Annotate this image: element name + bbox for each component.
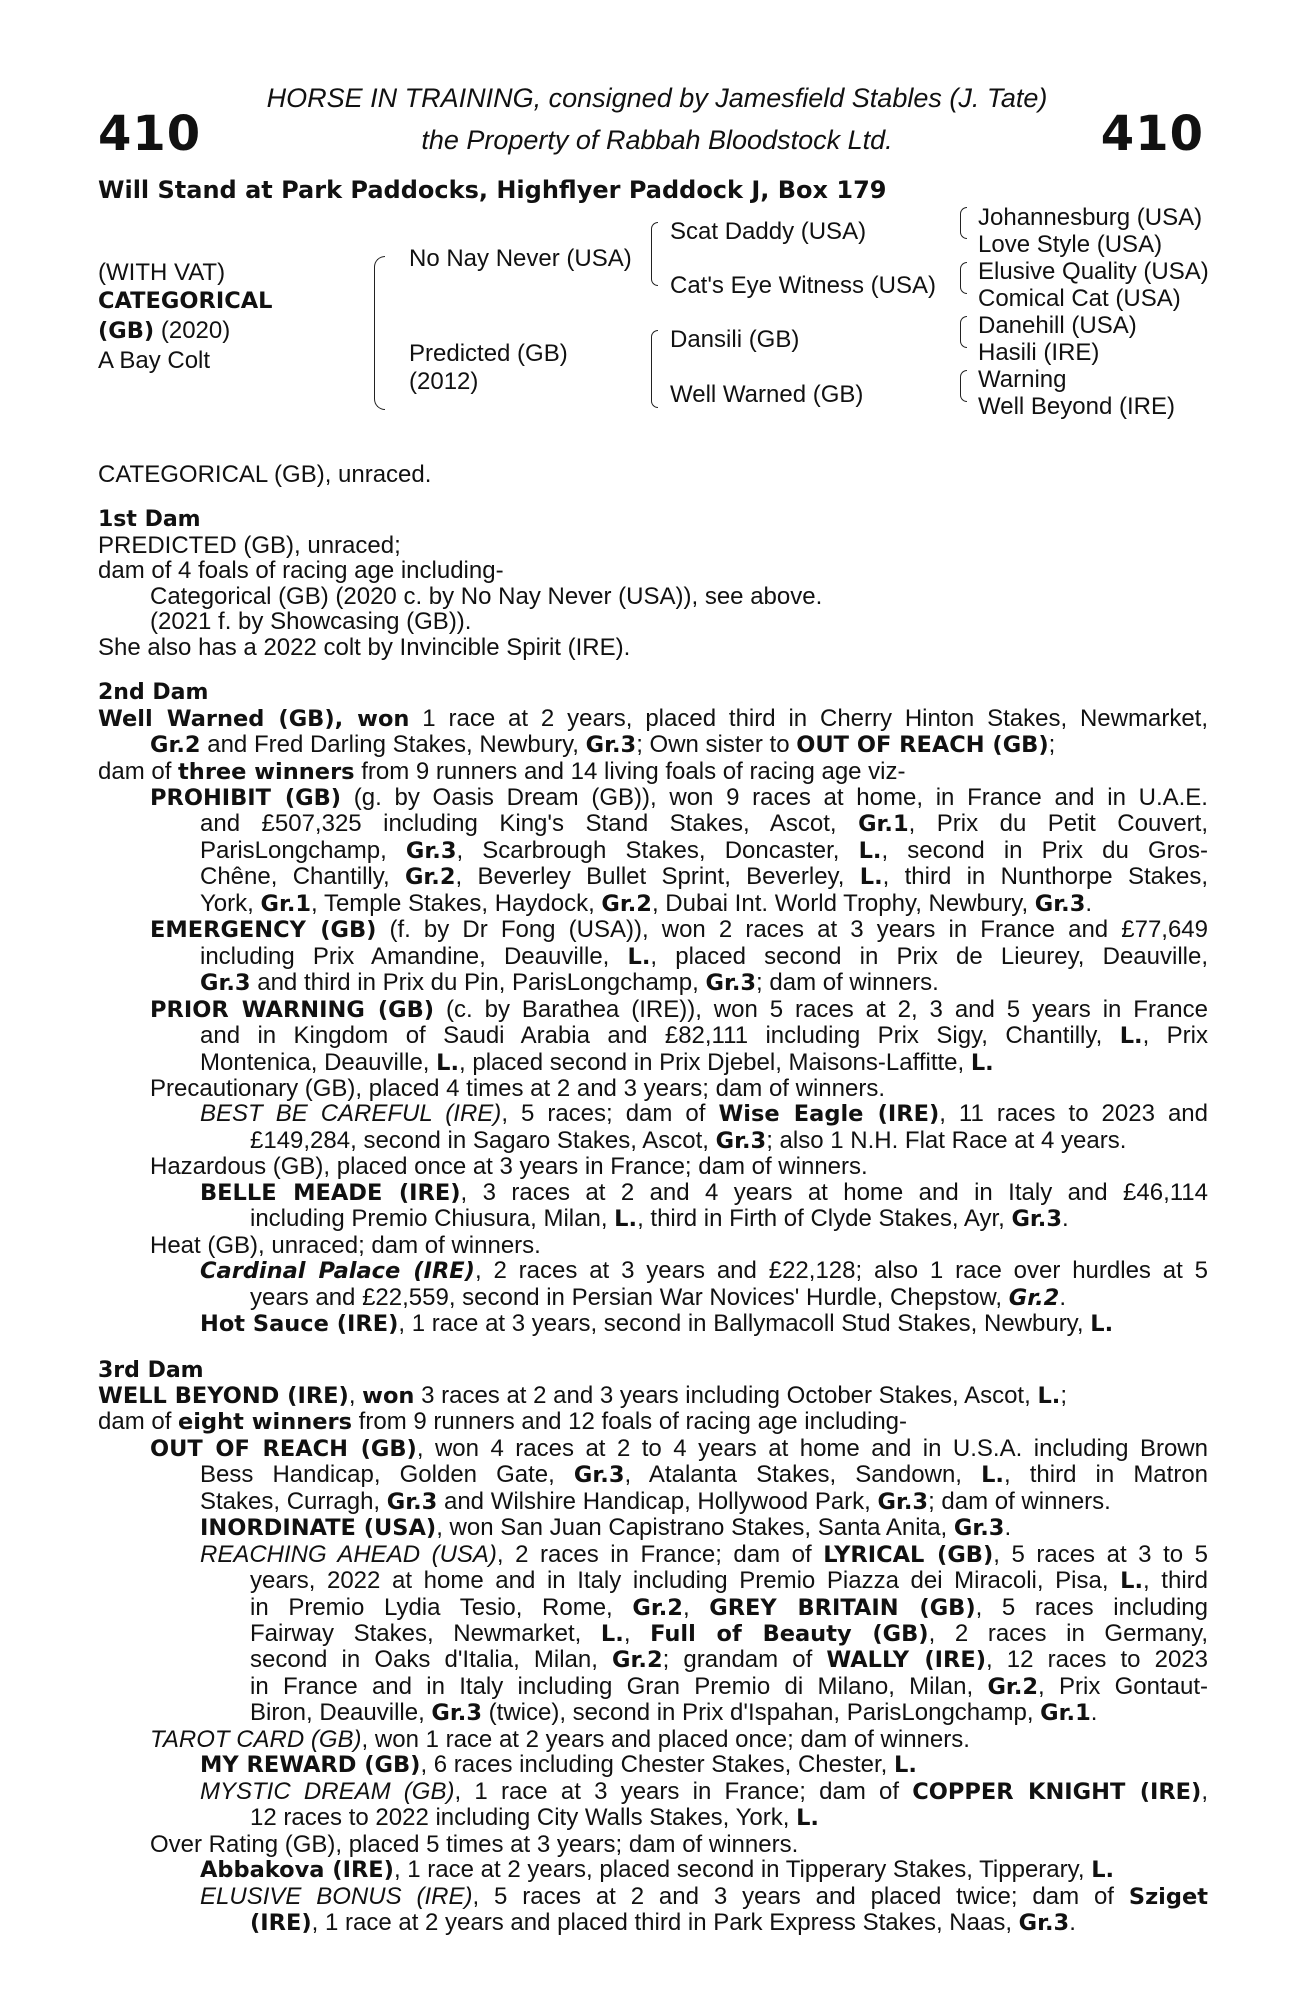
pedigree-notes: [98, 462, 1208, 1936]
text-line: ParisLongchamp, Gr.3, Scarbrough Stakes, Doncaster, L., second in Prix du Gros-: [200, 836, 1208, 864]
sire-name: No Nay Never (USA): [409, 245, 632, 272]
text-line: WELL BEYOND (IRE), won 3 races at 2 and 3 years including October Stakes, Ascot, L.;: [98, 1381, 1067, 1409]
sire-sire: Scat Daddy (USA): [670, 218, 867, 245]
text-line: Hazardous (GB), placed once at 3 years in France; dam of winners.: [150, 1153, 868, 1181]
dam-sire: Dansili (GB): [670, 326, 800, 353]
text-line: Fairway Stakes, Newmarket, L., Full of Beauty (GB), 2 races in Germany,: [250, 1620, 1209, 1648]
text-line: dam of three winners from 9 runners and 14 living foals of racing age viz-: [98, 757, 906, 785]
gen3-dss: Danehill (USA): [978, 312, 1137, 339]
text-line: dam of eight winners from 9 runners and 12 foals of racing age including-: [98, 1408, 908, 1436]
horse-name: CATEGORICAL: [98, 288, 273, 314]
dam-dam: Well Warned (GB): [670, 381, 864, 408]
text-line: TAROT CARD (GB), won 1 race at 2 years and placed once; dam of winners.: [150, 1725, 970, 1753]
horse-description: A Bay Colt: [98, 347, 211, 374]
gen3-sdd: Comical Cat (USA): [978, 285, 1181, 312]
text-line: and £507,325 including King's Stand Stakes, Ascot, Gr.1, Prix du Petit Couvert,: [200, 810, 1209, 838]
text-line: including Prix Amandine, Deauville, L., placed second in Prix de Lieurey, Deauville,: [200, 942, 1208, 970]
pedigree-brace-dd: [960, 370, 967, 402]
consignor-line: HORSE IN TRAINING, consigned by Jamesfield Stables (J. Tate): [266, 83, 1048, 113]
text-line: years, 2022 at home and in Italy including Premio Piazza dei Miracoli, Pisa, L., third: [250, 1567, 1208, 1595]
section-1st-dam: 1st Dam: [98, 507, 201, 533]
text-line: Hot Sauce (IRE), 1 race at 3 years, second in Ballymacoll Stud Stakes, Newbury, L.: [200, 1310, 1114, 1338]
text-line: York, Gr.1, Temple Stakes, Haydock, Gr.2, Dubai Int. World Trophy, Newbury, Gr.3.: [200, 889, 1093, 917]
text-line: in France and in Italy including Gran Premio di Milano, Milan, Gr.2, Prix Gontaut-: [250, 1672, 1208, 1700]
text-line: Gr.2 and Fred Darling Stakes, Newbury, Gr.3; Own sister to OUT OF REACH (GB);: [150, 731, 1056, 759]
vat-note: (WITH VAT): [98, 259, 226, 286]
text-line: Categorical (GB) (2020 c. by No Nay Never (USA)), see above.: [150, 582, 823, 610]
text-line: dam of 4 foals of racing age including-: [98, 557, 504, 585]
pedigree-brace-ss: [960, 207, 967, 239]
text-line: including Premio Chiusura, Milan, L., third in Firth of Clyde Stakes, Ayr, Gr.3.: [250, 1205, 1069, 1233]
horse-year: (2020): [160, 317, 231, 344]
gen3-sss: Johannesburg (USA): [978, 204, 1203, 231]
text-line: ELUSIVE BONUS (IRE), 5 races at 2 and 3 years and placed twice; dam of Sziget: [200, 1882, 1208, 1910]
pedigree-brace-sd: [960, 262, 967, 294]
text-line: MYSTIC DREAM (GB), 1 race at 3 years in France; dam of COPPER KNIGHT (IRE),: [200, 1777, 1208, 1805]
property-line: the Property of Rabbah Bloodstock Ltd.: [421, 125, 893, 155]
text-line: PROHIBIT (GB) (g. by Oasis Dream (GB)), won 9 races at home, in France and in U.A.E.: [150, 783, 1208, 811]
text-line: Abbakova (IRE), 1 race at 2 years, placed second in Tipperary Stakes, Tipperary, L.: [200, 1856, 1115, 1884]
text-line: BELLE MEADE (IRE), 3 races at 2 and 4 years at home and in Italy and £46,114: [200, 1178, 1208, 1206]
section-2nd-dam: 2nd Dam: [98, 680, 209, 706]
text-line: Gr.3 and third in Prix du Pin, ParisLongchamp, Gr.3; dam of winners.: [200, 969, 939, 997]
lot-number-right: 410: [1100, 106, 1204, 162]
gen3-sds: Elusive Quality (USA): [978, 258, 1209, 285]
text-line: and in Kingdom of Saudi Arabia and £82,111 including Prix Sigy, Chantilly, L., Prix: [200, 1022, 1208, 1050]
text-line: Cardinal Palace (IRE), 2 races at 3 years and £22,128; also 1 race over hurdles at 5: [200, 1257, 1208, 1285]
section-3rd-dam: 3rd Dam: [98, 1357, 204, 1383]
lot-number-left: 410: [98, 106, 202, 162]
text-line: Bess Handicap, Golden Gate, Gr.3, Atalanta Stakes, Sandown, L., third in Matron: [200, 1461, 1209, 1489]
text-line: 12 races to 2022 including City Walls Stakes, York, L.: [250, 1804, 819, 1832]
text-line: EMERGENCY (GB) (f. by Dr Fong (USA)), won 2 races at 3 years in France and £77,649: [150, 916, 1208, 944]
gen3-dsd: Hasili (IRE): [978, 339, 1100, 366]
horse-identity: [98, 258, 272, 375]
text-line: INORDINATE (USA), won San Juan Capistrano Stakes, Santa Anita, Gr.3.: [200, 1514, 1012, 1542]
text-line: Heat (GB), unraced; dam of winners.: [150, 1231, 541, 1259]
text-line: Precautionary (GB), placed 4 times at 2 and 3 years; dam of winners.: [150, 1074, 886, 1102]
text-line: in Premio Lydia Tesio, Rome, Gr.2, GREY BRITAIN (GB), 5 races including: [250, 1593, 1208, 1621]
text-line: second in Oaks d'Italia, Milan, Gr.2; grandam of WALLY (IRE), 12 races to 2023: [250, 1646, 1208, 1674]
text-line: PREDICTED (GB), unraced;: [98, 531, 401, 559]
text-line: (2021 f. by Showcasing (GB)).: [150, 608, 472, 636]
text-line: Biron, Deauville, Gr.3 (twice), second in Prix d'Ispahan, ParisLongchamp, Gr.1.: [250, 1699, 1098, 1727]
text-line: £149,284, second in Sagaro Stakes, Ascot, Gr.3; also 1 N.H. Flat Race at 4 years.: [250, 1126, 1127, 1154]
text-line: years and £22,559, second in Persian War Novices' Hurdle, Chepstow, Gr.2.: [250, 1283, 1066, 1311]
text-line: (IRE), 1 race at 2 years and placed third in Park Express Stakes, Naas, Gr.3.: [250, 1909, 1076, 1937]
pedigree-brace-sire: [651, 222, 658, 286]
gen3-ddd: Well Beyond (IRE): [978, 393, 1175, 420]
text-line: OUT OF REACH (GB), won 4 races at 2 to 4 years at home and in U.S.A. including Brown: [150, 1434, 1208, 1462]
dam-year: (2012): [409, 368, 479, 395]
pedigree-brace-main: [374, 256, 385, 410]
text-line: PRIOR WARNING (GB) (c. by Barathea (IRE)), won 5 races at 2, 3 and 5 years in France: [150, 995, 1209, 1023]
text-line: Over Rating (GB), placed 5 times at 3 years; dam of winners.: [150, 1830, 799, 1858]
dam-name: Predicted (GB): [409, 340, 568, 367]
text-line: BEST BE CAREFUL (IRE), 5 races; dam of Wise Eagle (IRE), 11 races to 2023 and: [200, 1100, 1208, 1128]
gen3-dds: Warning: [978, 366, 1067, 393]
text-line: She also has a 2022 colt by Invincible Spirit (IRE).: [98, 633, 631, 661]
text-line: Stakes, Curragh, Gr.3 and Wilshire Handicap, Hollywood Park, Gr.3; dam of winners.: [200, 1487, 1111, 1515]
text-line: Well Warned (GB), won 1 race at 2 years, placed third in Cherry Hinton Stakes, Newmarket,: [98, 704, 1208, 732]
sire-dam: Cat's Eye Witness (USA): [670, 272, 936, 299]
horse-country: (GB): [98, 318, 155, 344]
stand-location: Will Stand at Park Paddocks, Highflyer Paddock J, Box 179: [98, 176, 887, 204]
text-line: REACHING AHEAD (USA), 2 races in France; dam of LYRICAL (GB), 5 races at 3 to 5: [200, 1540, 1209, 1568]
pedigree-brace-dam: [651, 330, 658, 408]
gen3-ssd: Love Style (USA): [978, 231, 1163, 258]
text-line: MY REWARD (GB), 6 races including Chester Stakes, Chester, L.: [200, 1751, 917, 1779]
text-line: Montenica, Deauville, L., placed second in Prix Djebel, Maisons-Laffitte, L.: [200, 1048, 994, 1076]
text-line: Chêne, Chantilly, Gr.2, Beverley Bullet Sprint, Beverley, L., third in Nunthorpe Stakes,: [200, 863, 1209, 891]
intro-line: CATEGORICAL (GB), unraced.: [98, 461, 432, 488]
pedigree-brace-ds: [960, 316, 967, 348]
